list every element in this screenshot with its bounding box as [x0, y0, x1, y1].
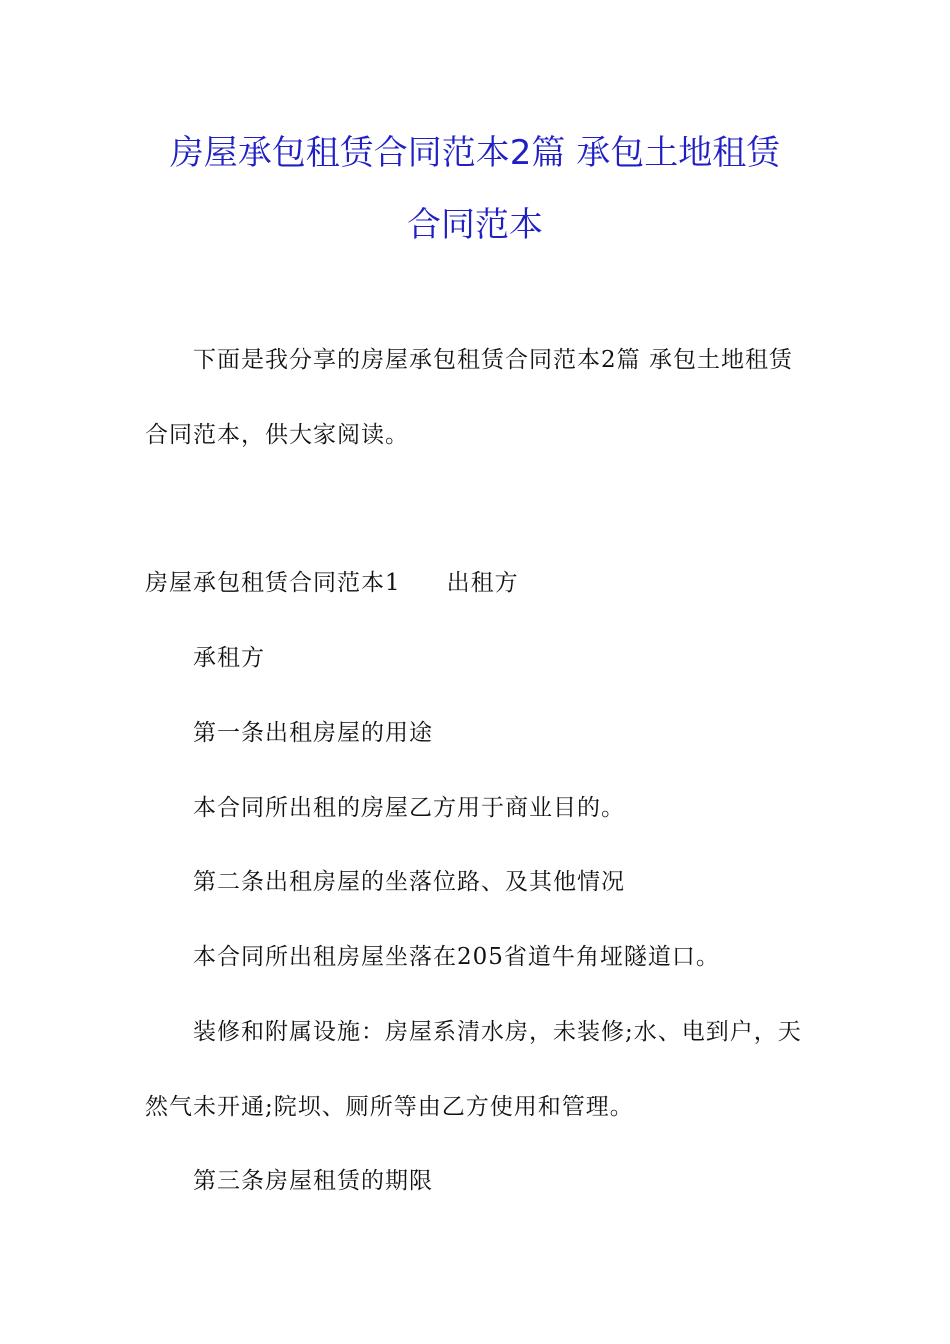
decoration-paragraph-line-1: 装修和附属设施：房屋系清水房，未装修;水、电到户，天	[193, 1019, 802, 1045]
article-1-text: 本合同所出租的房屋乙方用于商业目的。	[193, 795, 625, 821]
article-1-heading: 第一条出租房屋的用途	[193, 720, 433, 746]
article-2-heading: 第二条出租房屋的坐落位路、及其他情况	[193, 869, 625, 895]
intro-paragraph-line-2: 合同范本，供大家阅读。	[145, 422, 409, 448]
lessee-label: 承租方	[193, 645, 265, 671]
intro-paragraph-line-1: 下面是我分享的房屋承包租赁合同范本2篇 承包土地租赁	[193, 347, 793, 373]
lessor-label: 出租方	[446, 570, 519, 596]
article-2-text: 本合同所出租房屋坐落在205省道牛角垭隧道口。	[193, 944, 720, 970]
section-heading-row	[145, 568, 519, 598]
article-3-heading: 第三条房屋租赁的期限	[193, 1168, 433, 1194]
section-heading: 房屋承包租赁合同范本1	[145, 570, 401, 596]
document-title-line-2: 合同范本	[407, 205, 543, 245]
document-title-line-1: 房屋承包租赁合同范本2篇 承包土地租赁	[169, 133, 781, 173]
decoration-paragraph-line-2: 然气未开通;院坝、厕所等由乙方使用和管理。	[145, 1094, 634, 1120]
